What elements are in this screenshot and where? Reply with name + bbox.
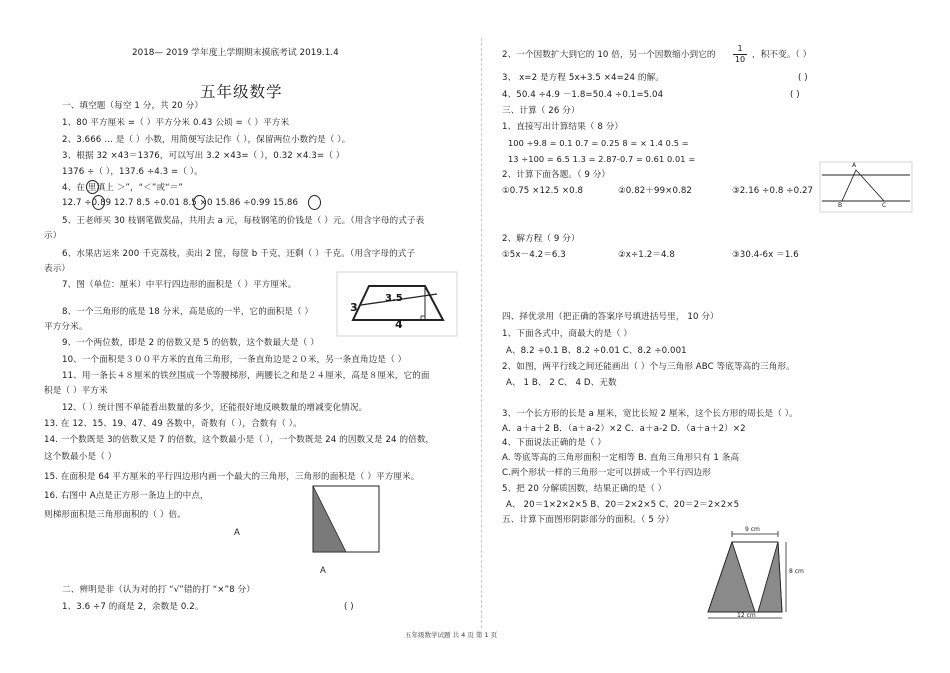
select-2-options: A、 1 B、 2 C、 4 D、无数 [506,378,617,388]
question-16: 16. 右图中 A点是正方形一条边上的中点， [44,491,209,501]
question-8: 8、一个三角形的底是 18 分米，高是底的一半，它的面积是（ ） [62,307,314,317]
compare-circle[interactable] [86,180,99,194]
calc-2-c: ③2.16 ÷0.8 ÷0.27 [732,186,814,196]
select-3: 3、一个长方形的长是 a 厘米，宽比长短 2 厘米，这个长方形的周长是（ ）。 [502,409,798,419]
figure-7-label-top: 3.5 [385,293,403,304]
question-14-cont: 这个数最小是（ ） [44,452,117,462]
figure-7-label-side: 3 [350,301,358,314]
question-10: 10、一个面积是３００平方米的直角三角形，一条直角边是２０米，另一条直角边是（ ） [62,355,407,365]
square-figure [313,486,379,552]
page-footer: 五年级数学试题 共 4 页 第 1 页 [405,631,498,639]
calc-2-a: ①0.75 ×12.5 ×0.8 [502,186,584,196]
section-4-title: 四、择优录用（把正确的答案序号填进括号里， 10 分） [502,312,719,322]
select-3-options: A．a＋a＋2 B．（a＋a-2）×2 C．a＋a-2 D．（a＋a＋2）×2 [502,424,746,434]
question-5-cont: 示） [44,231,62,241]
judge-3-paren: ( ) [798,73,808,83]
question-6-cont: 表示） [44,264,71,274]
question-4: 4、在 里填上 ＞”，“＜”或“＝” [62,183,183,193]
shaded-area-figure [700,528,812,624]
judge-4: 4、50.4 ÷4.9 －1.8=50.4 ÷0.1=5.04 [502,90,664,100]
calc-1-title: 1、直接写出计算结果（ 8 分） [502,122,624,132]
calc-2-title: 2、计算下面各题。（ 9 分） [502,170,611,180]
question-3-cont: 1376 ÷（ ），137.6 ÷4.3 =（ ）。 [62,167,203,177]
page-title: 五年级数学 [200,83,283,101]
section-1-title: 一、填空题（每空 1 分，共 20 分） [62,101,204,111]
question-11: 11、用一条长４８厘米的铁丝围成一个等腰梯形，两腰长之和是２４厘米，高是８厘米，它的面 [62,371,430,381]
figure-7-label-bottom: 4 [395,318,403,331]
figure-5-side-label: 8 cm [789,568,804,575]
column-divider [481,38,483,628]
judge-4-paren: ( ) [790,90,800,100]
exam-header: 2018— 2019 学年度上学期期末摸底考试 2019.1.4 [132,48,339,58]
triangle-vertex-c: C [882,202,887,209]
question-14: 14. 一个数既是 3的倍数又是 7 的倍数，这个数最小是（ ），一个数既是 24 的因数又是 24 的倍数， [44,435,435,445]
judge-2-tail: ，积不变。（ ） [752,50,812,60]
compare-circle[interactable] [308,195,321,210]
judge-1-paren: ( ) [344,602,354,612]
calc-3-c: ③30.4-6x ＝1.6 [732,250,799,260]
triangle-vertex-b: B [838,202,843,209]
question-5: 5、王老师买 30 枝钢笔做奖品，共用去 a 元，每枝钢笔的价钱是（ ）元。（用含字母的式子表 [62,216,425,226]
question-13: 13. 在 12、15、19、47、49 各数中，奇数有（ ），合数有（ ）。 [44,419,302,429]
triangle-vertex-a: A [852,162,857,169]
figure-5-top-label: 9 cm [745,526,760,533]
question-3: 3、根据 32 ×43＝1376，可以写出 3.2 ×43=（ ），0.32 ×4.3=（ ） [62,151,345,161]
select-1-options: A、8.2 ÷0.1 B、8.2 ÷0.01 C、8.2 ÷0.001 [506,346,687,356]
fraction-denominator: 10 [734,55,746,64]
question-12: 12、（ ）统计图不单能看出数量的多少，还能很好地反映数量的增减变化情况。 [62,403,368,413]
select-4: 4、下面说法正确的是（ ） [502,438,607,448]
calc-3-title: 2、解方程（ 9 分） [502,234,580,244]
select-5-options: A、 20＝1×2×2×5 B、20＝2×2×5 C、20＝2＝2×2×5 [506,500,740,510]
question-16-cont: 则梯形面积是三角形面积的（ ）倍。 [44,510,186,520]
compare-circle[interactable] [193,195,206,210]
question-8-cont: 平方分米。 [44,322,88,332]
question-15: 15. 在面积是 64 平方厘米的平行四边形内画一个最大的三角形，三角形的面积是（ ）平方厘米。 [44,472,420,482]
select-2: 2、如图，两平行线之间还能画出（ ）个与三角形 ABC 等底等高的三角形。 [502,362,795,372]
question-4-items: 12.7 ÷0.89 12.7 8.5 ÷0.01 8.5 ×0 15.86 ÷0.99 15.86 [62,198,299,208]
point-a-label: A [234,528,240,538]
question-2: 2、3.666 … 是（ ）小数，用简便写法记作（ ），保留两位小数约是（ ）。 [62,135,351,145]
calc-3-b: ②x÷1.2＝4.8 [618,250,675,260]
judge-2: 2、一个因数扩大到它的 10 倍，另一个因数缩小到它的 [502,50,716,60]
fraction-numerator: 1 [733,44,747,55]
compare-circle[interactable] [92,195,105,210]
point-a-label-figure: A [320,566,326,576]
calc-1-row-1: 100 ÷9.8 = 0.1 0.7 = 0.25 8 = × 1.4 0.5 = [508,138,689,148]
section-5-title: 五、计算下面图形阴影部分的面积。（ 5 分） [502,515,675,525]
fraction-one-tenth [733,44,747,65]
select-1: 1、下面各式中，商最大的是（ ） [502,329,633,339]
calc-3-a: ①5x－4.2＝6.3 [502,250,566,260]
judge-1: 1、3.6 ÷7 的商是 2，余数是 0.2。 [62,602,204,612]
question-6: 6、水果店运来 200 千克荔枝，卖出 2 筐，每筐 b 千克，还剩（ ）千克。（用含字母的式子 [62,249,416,259]
calc-2-b: ②0.82＋99×0.82 [618,186,693,196]
question-7: 7、图（单位：厘米）中平行四边形的面积是（ ）平方厘米。 [62,280,297,290]
question-1: 1、80 平方厘米 =（ ）平方分米 0.43 公顷 =（ ）平方米 [62,118,290,128]
triangle-parallel-figure [820,162,912,212]
section-2-title: 二、辨明是非（认为对的打 “√”错的打 “×”8 分） [62,585,255,595]
calc-1-row-2: 13 ÷100 = 6.5 1.3 = 2.87-0.7 = 0.61 0.01 = [508,154,696,164]
judge-3: 3、 x=2 是方程 5x+3.5 ×4=24 的解。 [502,73,664,83]
select-5: 5、把 20 分解质因数，结果正确的是（ ） [502,484,667,494]
section-3-title: 三、计算（ 26 分） [502,106,580,116]
select-4-c: C.两个形状一样的三角形一定可以拼成一个平行四边形 [502,468,711,478]
figure-5-bottom-label: 12 cm [737,612,756,619]
question-11-cont: 积是（ ）平方米 [44,386,108,396]
select-4-a-b: A. 等底等高的三角形面积一定相等 B. 直角三角形只有 1 条高 [502,453,740,463]
question-9: 9、一个两位数，即是 2 的倍数又是 5 的倍数，这个数最大是（ ） [62,338,319,348]
